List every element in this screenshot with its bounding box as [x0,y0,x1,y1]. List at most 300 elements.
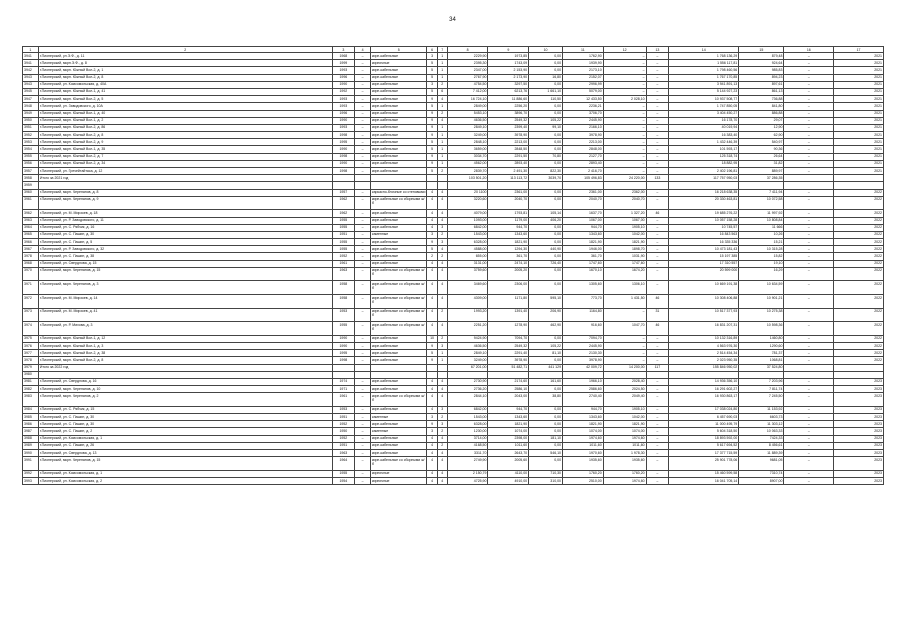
table-row [23,74,884,81]
table-cell: 2040,70 [488,196,529,210]
table-cell: 2023 [834,414,884,421]
table-cell: 7 412,00 [447,88,488,95]
table-cell: – [355,88,371,95]
table-cell: 1391,40 [488,308,529,322]
table-cell: 2549,32 [488,117,529,124]
table-cell: 1990 [332,146,355,153]
table-cell: – [646,231,669,238]
table-cell: 1952 [332,421,355,428]
table-cell: 3297,50 [488,81,529,88]
table-cell: 5079,00 [563,88,604,95]
table-cell: 9 [427,153,437,160]
table-cell: – [784,414,834,421]
table-cell: 3947 [23,96,39,103]
table-cell: 3952 [23,132,39,139]
table-cell: 3978,90 [488,132,529,139]
table-cell: 19,10 [739,260,784,267]
table-cell: – [646,103,669,110]
table-cell: 5 144 927,23 [669,88,739,95]
table-cell: г.Пионерский, мкрн. Южный Вол-1, д. 2 [38,117,332,124]
table-cell: 1011,60 [563,442,604,449]
table-cell: – [355,146,371,153]
table-cell: 3 [427,414,437,421]
table-cell: 37 524,80 [739,364,784,371]
table-row [23,421,884,428]
table-cell: 1747,60 [563,260,604,267]
table-cell: 10 598,36 [739,322,784,336]
table-cell: 4 [427,470,437,477]
table-row [23,67,884,74]
table-cell: 18 893 592,00 [669,435,739,442]
table-cell [669,182,739,189]
table-cell: 4 [437,189,447,196]
table-cell: кирпичные [370,470,426,477]
table-cell: – [355,217,371,224]
table-cell: 16 831 207,31 [669,322,739,336]
table-row [23,478,884,485]
table-row [23,196,884,210]
table-cell: 16 383,40 [669,132,739,139]
table-cell: 2839,70 [447,168,488,175]
table-cell: 1953 [332,406,355,413]
column-number: 2 [38,47,332,53]
table-cell: каменные [370,231,426,238]
table-row [23,139,884,146]
table-cell: г.Пионерский, ул. Р. Михова, д. 3 [38,322,332,336]
table-cell: 4 [437,378,447,385]
table-cell: 2173,10 [563,67,604,74]
table-cell: – [355,160,371,167]
table-cell: 24 220,00 [603,175,646,182]
table-cell: – [355,67,371,74]
table-cell: 4 [437,217,447,224]
table-cell [370,364,426,371]
table-cell: – [355,335,371,342]
table-cell: 1 767 170,85 [669,74,739,81]
table-cell: – [784,96,834,103]
table-cell: 4 [427,196,437,210]
table-cell: 10,26 [739,231,784,238]
table-cell [739,182,784,189]
table-cell: 3974 [23,322,39,336]
table-cell [834,182,884,189]
table-cell: – [784,146,834,153]
table-cell [370,371,426,378]
table-cell: – [355,231,371,238]
table-cell: – [784,478,834,485]
table-cell: г.Пионерский, мкрн. Черепанов, д. 9 [38,196,332,210]
table-cell: 2040,70 [563,196,604,210]
table-cell: 117 757 950,03 [669,175,739,182]
table-cell [437,371,447,378]
table-cell: 5 [427,74,437,81]
table-cell: кирп-кабельные [370,139,426,146]
table-cell: кирп-кабельные со сборными ж/б [370,322,426,336]
table-cell: 1747,60 [603,260,646,267]
table-cell: 10 901,21 [739,295,784,309]
table-cell: – [784,217,834,224]
table-cell: 4 [427,281,437,295]
table-cell: 2021 [834,132,884,139]
table-cell: кирп-кабельные со сборными ж/б [370,393,426,407]
table-cell: 1955 [332,246,355,253]
table-cell: 3953 [23,139,39,146]
table-cell: Итого за 2021 год [38,175,332,182]
table-cell [332,182,355,189]
table-cell: – [355,308,371,322]
table-cell: 1821,90 [603,239,646,246]
table-cell: 2005,60 [488,457,529,471]
table-cell: г.Пионерский, мкрн.Э.Ф., д. 8 [38,60,332,67]
table-cell: 2023 [834,406,884,413]
table-cell: 2049,40 [603,393,646,407]
table-cell: 0,00 [529,81,563,88]
table-cell: 15,21 [739,239,784,246]
table-cell: 9 [427,357,437,364]
table-row [23,428,884,435]
table-cell: 1821,90 [488,239,529,246]
table-cell: – [355,357,371,364]
table-cell: 2021 [834,153,884,160]
table-cell: 4 [437,450,447,457]
table-cell: 105,22 [529,343,563,350]
table-cell: 1 [437,67,447,74]
table-cell: 105 496,83 [563,175,604,182]
table-row [23,224,884,231]
table-cell: 1992 [332,88,355,95]
table-cell: 3980 [23,371,39,378]
table-cell: 90,36 [739,146,784,153]
table-cell: г.Пионерский, ул. С. Пашин, д. 5 [38,239,332,246]
table-cell [370,175,426,182]
table-cell: 3991 [23,457,39,471]
table-cell: 2306,00 [488,281,529,295]
table-cell: Итого за 2022 год [38,364,332,371]
table-cell: – [784,350,834,357]
table-cell: 1 [437,160,447,167]
table-cell: 1971 [332,386,355,393]
table-cell: 1068,81 [739,357,784,364]
table-cell: 1961 [332,393,355,407]
table-cell: 2 [437,308,447,322]
table-cell: – [646,281,669,295]
table-cell: 7310,74 [739,470,784,477]
table-cell: – [646,160,669,167]
table-cell: 3983 [23,393,39,407]
table-cell: 3992 [23,470,39,477]
table-cell: 3950 [23,117,39,124]
table-cell: г.Пионерский, ул. Комсомольская, д. 40А [38,81,332,88]
table-cell: 4 [437,393,447,407]
table-cell: 2022 [834,246,884,253]
table-cell: – [646,124,669,131]
table-cell: – [603,343,646,350]
table-cell [437,182,447,189]
table-cell: г.Пионерский, ул. Комсомольская, д. 1 [38,435,332,442]
table-cell: 3984 [23,406,39,413]
table-cell: 2 416,70 [563,168,604,175]
table-cell: 3978 [23,357,39,364]
table-cell: – [784,196,834,210]
table-cell: 10 517 377,93 [669,308,739,322]
table-cell: – [784,117,834,124]
table-cell: 105,22 [529,117,563,124]
table-cell: 2 [437,428,447,435]
table-cell: – [355,478,371,485]
table-cell: – [355,210,371,217]
table-cell: – [784,224,834,231]
table-cell: – [355,224,371,231]
table-cell: – [646,239,669,246]
table-cell: – [784,260,834,267]
table-cell: 2291,50 [488,153,529,160]
table-cell: – [784,246,834,253]
table-cell: 2347,00 [447,67,488,74]
table-cell: – [646,110,669,117]
table-cell: 7094,70 [488,335,529,342]
table-cell: 3966 [23,239,39,246]
table-cell: 2 [437,253,447,260]
table-cell: 3955 [23,153,39,160]
table-cell: 4754,50 [447,81,488,88]
table-cell: 1343,60 [488,231,529,238]
table-cell: 2 514 454,34 [669,350,739,357]
table-cell: 2256,20 [488,103,529,110]
column-number: 10 [529,47,563,53]
table-cell: 6842,00 [447,406,488,413]
table-cell: 3961 [23,196,39,210]
table-cell: г.Пионерский, мкрн. Южный Вол-2, д. 38 [38,350,332,357]
table-cell: кирп-кабельные [370,260,426,267]
table-row [23,435,884,442]
table-cell: 161,60 [529,378,563,385]
table-cell: 25 901 778,06 [669,457,739,471]
table-cell: 1047,70 [603,322,646,336]
table-cell: – [646,67,669,74]
table-cell: 9 [427,124,437,131]
table-cell: – [603,168,646,175]
table-cell: г.Пионерский, мкрн. Южный Вол-2, д. 1 [38,67,332,74]
table-cell: г.Пионерский, ул.Э.Ф., д. 11 [38,53,332,60]
table-cell: 985,83 [739,67,784,74]
table-cell [427,371,437,378]
table-cell: кирп-кабельные [370,124,426,131]
table-cell: – [646,428,669,435]
table-cell: 1951 [332,231,355,238]
table-cell: 2021 [834,168,884,175]
table-cell: 5 [427,60,437,67]
table-cell: 2023 [834,421,884,428]
table-cell: 3 [437,421,447,428]
table-cell: 0,00 [529,253,563,260]
table-cell: г.Пионерский, ул. М. Мирзоев, д. 41 [38,308,332,322]
table-cell: 16 335 336 [669,239,739,246]
table-cell: 3469,60 [447,281,488,295]
table-cell: 3978,90 [563,132,604,139]
table-cell: 546,10 [529,450,563,457]
table-cell: 0,00 [529,357,563,364]
table-cell: 1821,90 [563,239,604,246]
table-cell: – [646,350,669,357]
table-cell: 861,13 [739,88,784,95]
table-cell: 1993 [332,96,355,103]
table-cell: – [784,435,834,442]
table-cell: 1 [437,139,447,146]
table-cell: 3978,90 [488,357,529,364]
table-cell: 3 [427,81,437,88]
table-cell: – [355,322,371,336]
table-row [23,406,884,413]
table-cell: 11 997,92 [739,210,784,217]
table-cell: кирп-кабельные [370,132,426,139]
table-cell: 7424,33 [739,435,784,442]
table-cell: 11 153,92 [739,406,784,413]
table-cell: 2023 [834,470,884,477]
table-cell: – [355,81,371,88]
table-cell [646,182,669,189]
table-cell: 726,40 [529,260,563,267]
table-cell: 6 [437,88,447,95]
table-cell: 1955 [332,224,355,231]
table-cell: 1990 [332,335,355,342]
table-cell: 1821,90 [563,421,604,428]
table-cell: 0,00 [529,110,563,117]
table-cell: 20 330 463,81 [669,196,739,210]
table-cell: 2 028,10 [603,96,646,103]
table-cell: 1460,80 [739,335,784,342]
table-cell: 1990 [332,81,355,88]
table-cell: 1 [437,146,447,153]
table-cell: кирп-кабельные [370,378,426,385]
table-cell: – [355,239,371,246]
table-cell: 7 411,94 [739,189,784,196]
table-cell: 16 041 705,14 [669,478,739,485]
table-cell: – [646,168,669,175]
table-cell: 5 [427,146,437,153]
table-cell: 4 563 976,30 [669,343,739,350]
table-cell: 2022 [834,350,884,357]
table-cell: каменные [370,414,426,421]
table-cell: 1230,00 [447,428,488,435]
table-cell: 2028,40 [603,378,646,385]
table-cell: – [355,117,371,124]
table-cell: 0,00 [529,60,563,67]
table-cell: 3941 [23,53,39,60]
table-cell: кирп-кабельные [370,386,426,393]
table-cell: 3 [437,406,447,413]
table-cell: 1951 [332,442,355,449]
table-cell: 46 [646,210,669,217]
table-cell: 16 843 563 [669,231,739,238]
table-cell: 1955 [332,217,355,224]
table-cell: – [355,267,371,281]
table-row [23,210,884,217]
table-cell: – [784,110,834,117]
table-cell: 0,00 [529,421,563,428]
table-cell: 4 [427,435,437,442]
table-cell: кирп-кабельные [370,117,426,124]
table-cell: 710,30 [529,470,563,477]
column-number: 11 [563,47,604,53]
table-cell: 11 303,12 [739,421,784,428]
table-cell: г.Пионерский, ул. Свердлова, д. 16 [38,378,332,385]
table-cell: 0,00 [529,335,563,342]
table-cell: 1998 [332,132,355,139]
table-cell: 1957 [332,189,355,196]
table-cell: 4 [427,210,437,217]
table-cell: 4 [437,435,447,442]
table-cell: 1955 [332,322,355,336]
table-cell: – [784,139,834,146]
table-cell: 3990 [23,450,39,457]
table-cell: 2023 [834,393,884,407]
table-cell: кирп-кабельные [370,450,426,457]
table-cell: 2174,60 [488,378,529,385]
table-cell: 4 [427,378,437,385]
table-cell: кирп-кабельные [370,210,426,217]
table-cell: 2023 [834,478,884,485]
table-cell: кирп-кабельные [370,53,426,60]
table-cell: 2229,90 [447,53,488,60]
table-cell: 0,00 [529,224,563,231]
table-cell: 2022 [834,239,884,246]
table-cell: 3978,90 [563,357,604,364]
table-cell [784,371,834,378]
table-cell: – [784,322,834,336]
table-cell: – [603,139,646,146]
table-cell: – [355,470,371,477]
table-cell: 1962 [332,210,355,217]
table-row [23,322,884,336]
table-cell: 0,00 [529,146,563,153]
table-cell: 0,00 [529,53,563,60]
table-cell: кирп-кабельные [370,217,426,224]
table-cell: 10 057 158,28 [669,217,739,224]
table-cell [370,182,426,189]
table-cell: 1990 [332,160,355,167]
table-cell: 26,64 [739,153,784,160]
table-cell: 361,70 [488,253,529,260]
table-cell: 62,90 [739,132,784,139]
table-cell: 46 [646,295,669,309]
table-cell: кирп-кабельные [370,74,426,81]
table-cell: 2213,00 [563,139,604,146]
table-cell: 3 [427,53,437,60]
table-cell: 2361,00 [563,189,604,196]
table-cell: 2586,60 [563,386,604,393]
table-cell: – [646,189,669,196]
table-cell: – [646,421,669,428]
table-cell: 1011,60 [488,442,529,449]
table-cell: – [646,260,669,267]
table-cell: 3954 [23,146,39,153]
table-cell: – [355,450,371,457]
table-cell: 1637,70 [563,210,604,217]
table-cell: – [355,442,371,449]
table-cell: – [784,239,834,246]
table-cell: 2022 [834,335,884,342]
table-cell: 0,00 [529,67,563,74]
table-cell: 1966,10 [563,378,604,385]
table-cell: 2023 [834,457,884,471]
table-cell: 11 000 495,79 [669,421,739,428]
table-cell: – [355,246,371,253]
table-cell: г.Пионерский, ул. М. Мирзоев, д. 14 [38,295,332,309]
table-cell: 897,61 [739,81,784,88]
table-cell: 3249,00 [447,132,488,139]
table-cell: 9424,90 [447,335,488,342]
table-cell: 5 617 694,52 [669,442,739,449]
